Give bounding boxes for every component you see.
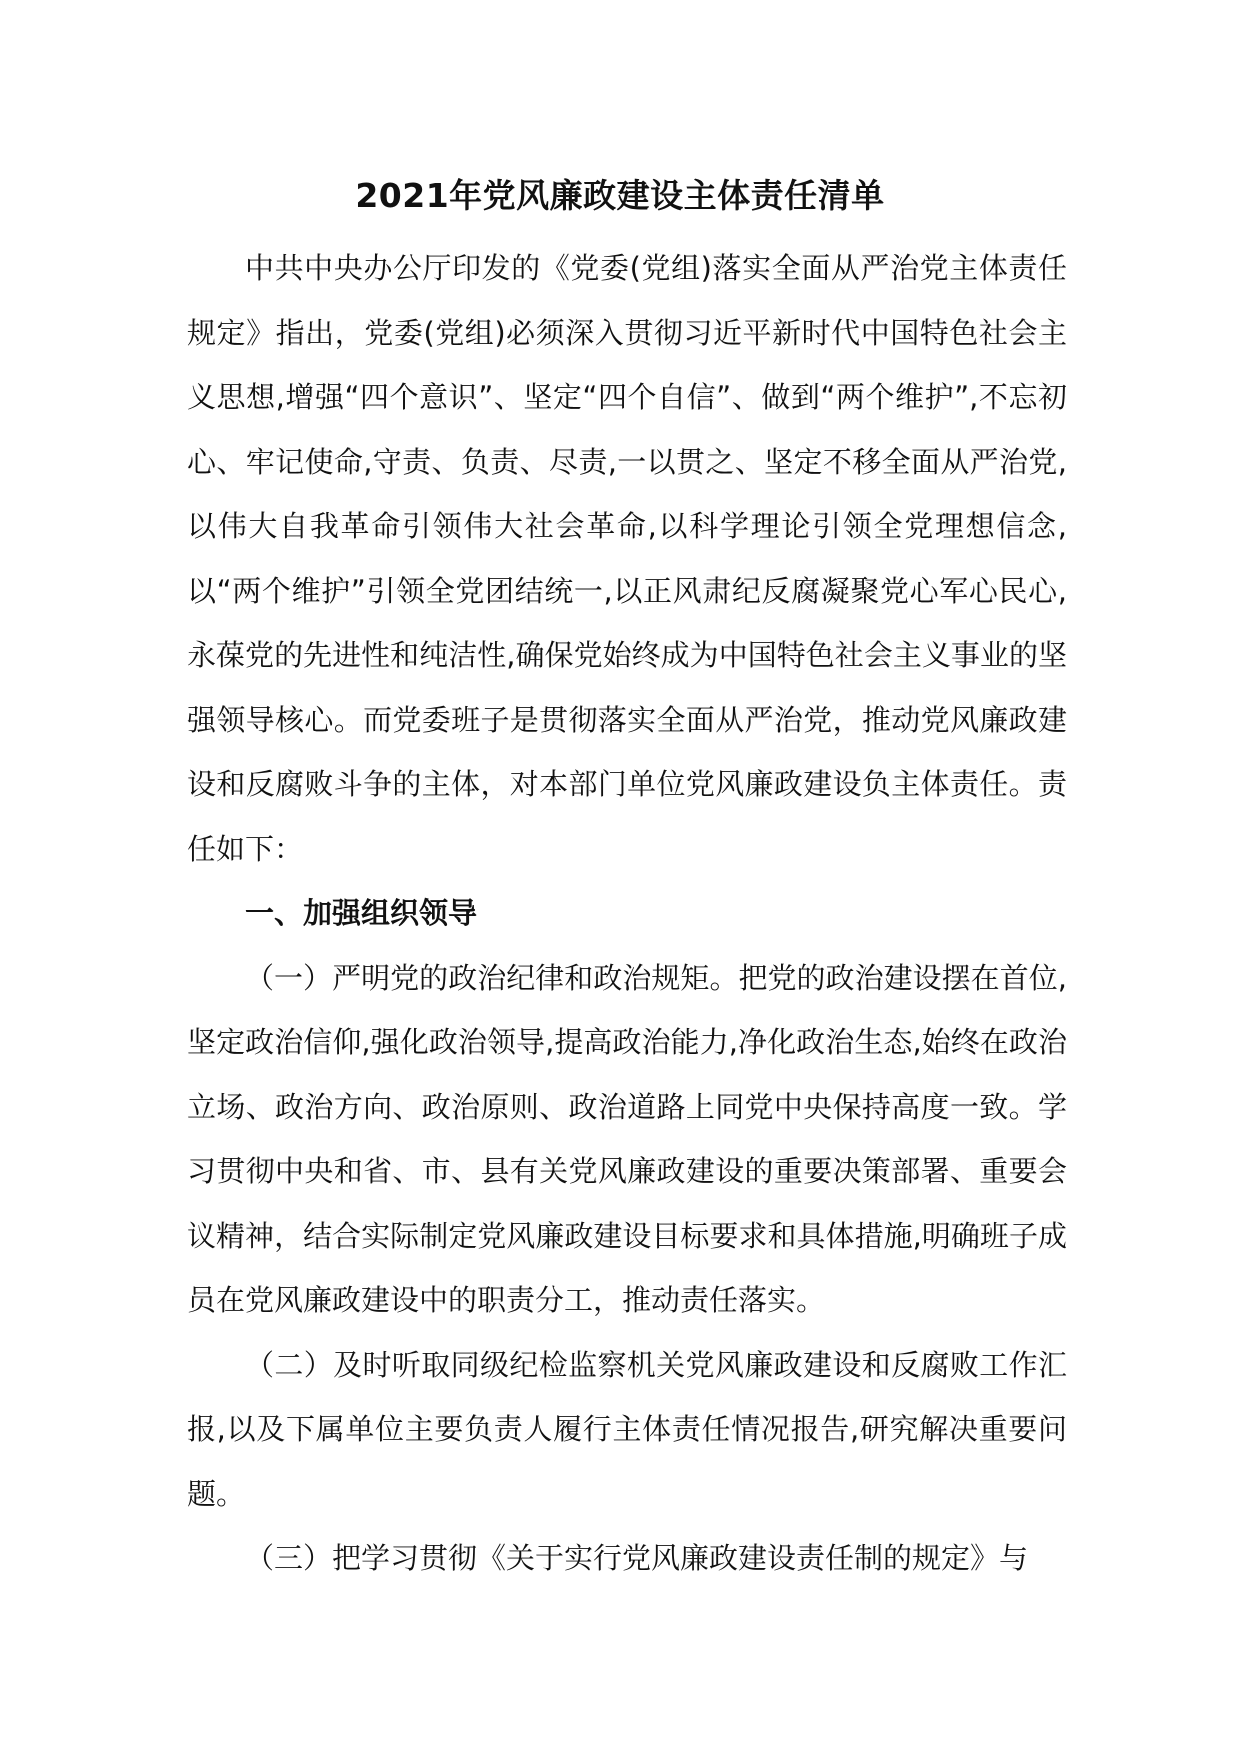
section-heading-1: 一、加强组织领导 (245, 896, 478, 930)
item-paragraph-3: （三）把学习贯彻《关于实行党风廉政建设责任制的规定》与 (245, 1541, 1029, 1575)
item-paragraph-2: （二）及时听取同级纪检监察机关党风廉政建设和反腐败工作汇报,以及下属单位主要负责人履行主体责任情况报告,研究解决重要问题。 (187, 1347, 1067, 1511)
document-body (187, 236, 1067, 1591)
intro-paragraph: 中共中央办公厅印发的《党委(党组)落实全面从严治党主体责任规定》指出，党委(党组)必须深入贯彻习近平新时代中国特色社会主义思想,增强“四个意识”、坚定“四个自信”、做到“两个维护”,不忘初心、牢记使命,守责、负责、尽责,一以贯之、坚定不移全面从严治党,以伟大自我革命引领伟大社会革命,以科学理论引领全党理想信念,以“两个维护”引领全党团结统一,以正风肃纪反腐凝聚党心军心民心,永葆党的先进性和纯洁性,确保党始终成为中国特色社会主义事业的坚强领导核心。而党委班子是贯彻落实全面从严治党，推动党风廉政建设和反腐败斗争的主体，对本部门单位党风廉政建设负主体责任。责任如下： (187, 251, 1067, 866)
document-title: 2021年党风廉政建设主体责任清单 (355, 176, 885, 215)
item-paragraph-1: （一）严明党的政治纪律和政治规矩。把党的政治建设摆在首位,坚定政治信仰,强化政治领导,提高政治能力,净化政治生态,始终在政治立场、政治方向、政治原则、政治道路上同党中央保持高度一致。学习贯彻中央和省、市、县有关党风廉政建设的重要决策部署、重要会议精神，结合实际制定党风廉政建设目标要求和具体措施,明确班子成员在党风廉政建设中的职责分工，推动责任落实。 (187, 960, 1067, 1317)
